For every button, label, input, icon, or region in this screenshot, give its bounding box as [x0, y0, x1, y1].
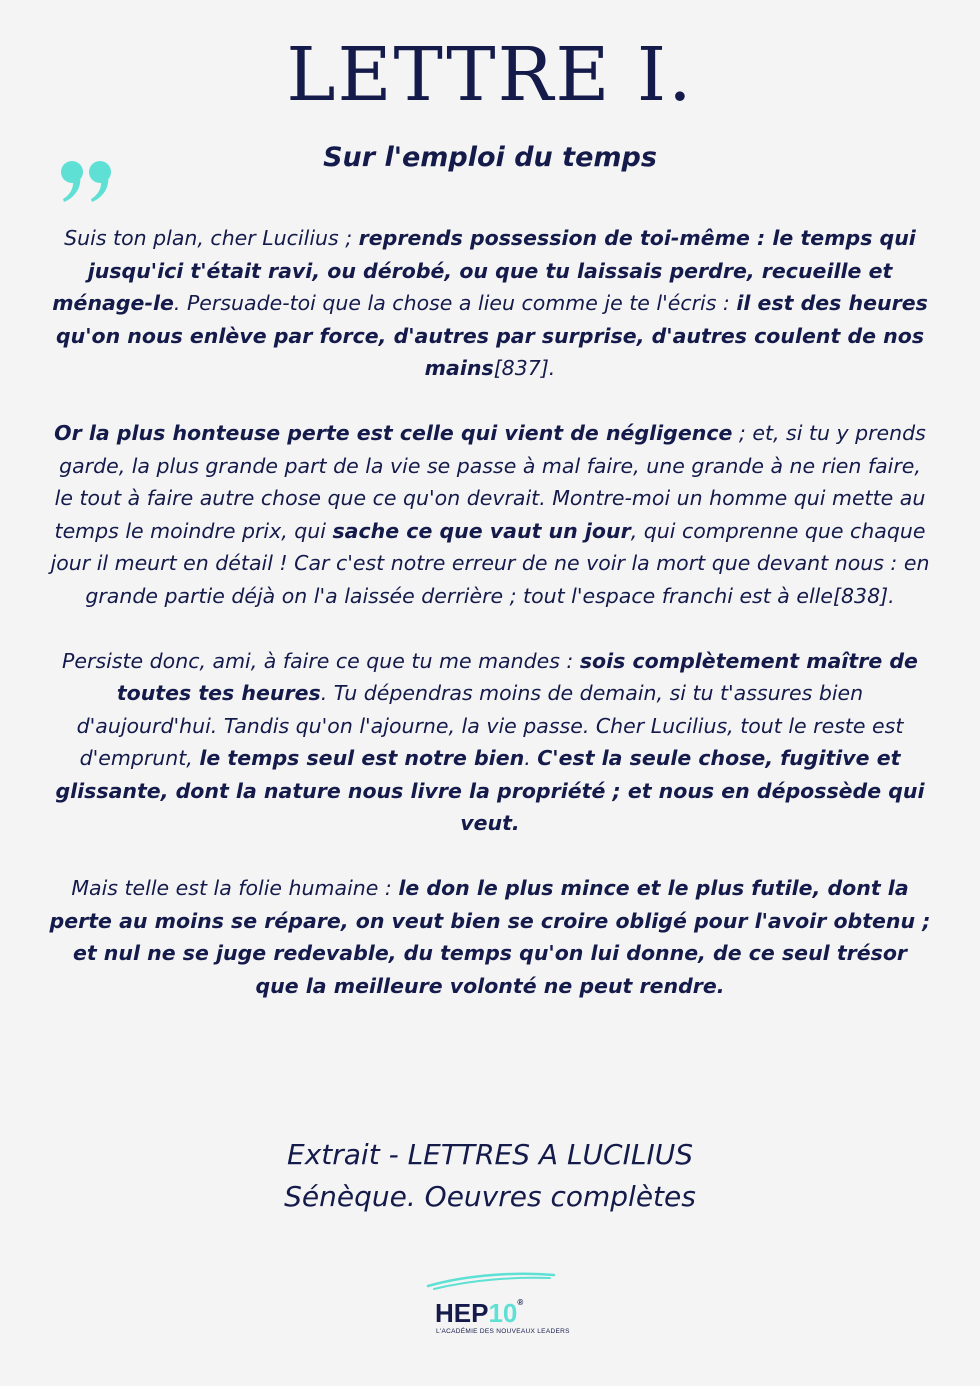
text-segment: [837]. [493, 356, 556, 380]
hep10-logo [400, 1268, 580, 1348]
bold-segment: le temps seul est notre bien [199, 746, 525, 770]
bold-segment: sois complètement maître de toutes tes heures [116, 648, 918, 705]
paragraph [48, 645, 932, 840]
text-segment: Persiste donc, ami, à faire ce que tu me mandes : [62, 648, 580, 673]
page-subtitle: Sur l'emploi du temps [323, 142, 657, 173]
page-title: LETTRE I. [286, 32, 694, 118]
source-line-2: Sénèque. Oeuvres complètes [284, 1180, 696, 1213]
text-segment: . [524, 746, 538, 770]
letter-body [48, 222, 932, 1035]
source-line-1: Extrait - LETTRES A LUCILIUS [287, 1138, 693, 1171]
paragraph [48, 222, 932, 385]
text-segment: . Persuade-toi que la chose a lieu comme je te l'écris : [173, 291, 737, 315]
source-citation [0, 1134, 980, 1218]
text-segment: . Tu dépendras moins de demain, si tu t'assures bien d'aujourd'hui. Tandis qu'on l'ajourne, la vie passe. Cher Lucilius, tout le reste est d'emprunt, [76, 681, 904, 770]
paragraph [48, 872, 932, 1002]
logo-brand: HEP [435, 1298, 489, 1328]
paragraph [48, 417, 932, 612]
bold-segment: il est des heures qu'on nous enlève par force, d'autres par surprise, d'autres coulent de nos mains [55, 291, 928, 380]
text-segment: Suis ton plan, cher Lucilius ; [64, 226, 359, 250]
text-segment: Mais telle est la folie humaine : [71, 876, 399, 900]
bold-segment: reprends possession de toi-même : le temps qui jusqu'ici t'était ravi, ou dérobé, ou que tu laissais perdre, recueille et ménage-le [52, 226, 916, 315]
bold-segment: le don le plus mince et le plus futile, dont la perte au moins se répare, on veut bien se croire obligé pour l'avoir obtenu ; et nul ne se juge redevable, du temps qu'on lui donne, de ce seul trésor que la meilleure volonté ne peut rendre. [49, 876, 931, 998]
logo-tagline: L'ACADÉMIE DES NOUVEAUX LEADERS [436, 1328, 570, 1335]
logo-registered: ® [517, 1298, 524, 1307]
logo-brand-number: 10 [488, 1298, 518, 1328]
bold-segment: sache ce que vaut un jour [332, 518, 631, 543]
text-segment: ; et, si tu y prends garde, la plus grande part de la vie se passe à mal faire, une grande à ne rien faire, le tout à faire autre chose que ce qu'on devrait. Montre-moi un homme qui mette au temps le moindre prix, qui [54, 421, 926, 543]
text-segment: , qui comprenne que chaque jour il meurt en détail ! Car c'est notre erreur de ne voir la mort que devant nous : en grande partie déjà on l'a laissée derrière ; tout l'espace franchi est à elle[838]. [50, 518, 930, 608]
bold-segment: Or la plus honteuse perte est celle qui vient de négligence [54, 421, 733, 445]
logo-wordmark [435, 1298, 523, 1329]
bold-segment: C'est la seule chose, fugitive et glissante, dont la nature nous livre la propriété ; et nous en dépossède qui veut. [55, 746, 925, 835]
closing-quote-icon [60, 160, 114, 208]
